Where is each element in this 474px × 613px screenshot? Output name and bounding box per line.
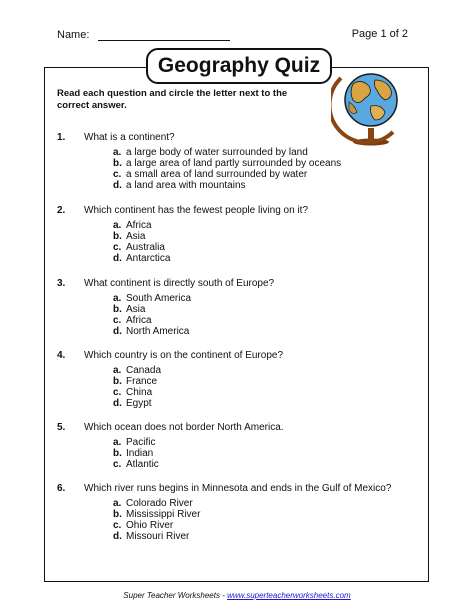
option-item xyxy=(113,498,200,509)
footer-publisher: Super Teacher Worksheets xyxy=(123,591,220,600)
option-letter: d. xyxy=(113,180,122,191)
option-letter: c. xyxy=(113,242,122,253)
footer xyxy=(0,591,474,600)
option-letter: a. xyxy=(113,293,122,304)
question-text: What continent is directly south of Europe? xyxy=(84,278,275,289)
option-letter: c. xyxy=(113,387,122,398)
option-text: Australia xyxy=(126,242,165,253)
option-text: Antarctica xyxy=(126,253,171,264)
option-item xyxy=(113,365,161,376)
option-text: Canada xyxy=(126,365,162,376)
question-text: Which continent has the fewest people living on it? xyxy=(84,205,309,216)
option-text: a small area of land surrounded by water xyxy=(126,169,308,180)
option-item xyxy=(113,448,159,459)
option-letter: b. xyxy=(113,509,122,520)
name-label: Name: xyxy=(57,29,90,41)
option-letter: b. xyxy=(113,448,122,459)
option-letter: a. xyxy=(113,365,122,376)
option-text: Mississippi River xyxy=(126,509,201,520)
option-item xyxy=(113,520,200,531)
option-list xyxy=(113,498,200,542)
option-letter: c. xyxy=(113,459,122,470)
question-number: 5. xyxy=(57,422,66,433)
option-item xyxy=(113,315,191,326)
option-text: a land area with mountains xyxy=(126,180,246,191)
option-text: France xyxy=(126,376,158,387)
option-letter: c. xyxy=(113,169,122,180)
option-item xyxy=(113,242,170,253)
instructions: Read each question and circle the letter next to the correct answer. xyxy=(57,88,288,111)
option-text: Asia xyxy=(126,231,146,242)
option-letter: d. xyxy=(113,253,122,264)
option-letter: c. xyxy=(113,315,122,326)
option-item xyxy=(113,147,341,158)
question-number: 6. xyxy=(57,483,66,494)
footer-separator: - xyxy=(222,591,225,600)
question-text: What is a continent? xyxy=(84,132,175,143)
globe-icon xyxy=(331,62,413,146)
question-number: 3. xyxy=(57,278,66,289)
option-item xyxy=(113,459,159,470)
option-letter: c. xyxy=(113,520,122,531)
option-item xyxy=(113,398,161,409)
option-text: Africa xyxy=(126,315,152,326)
option-text: Asia xyxy=(126,304,146,315)
name-line xyxy=(98,28,230,41)
option-list xyxy=(113,365,161,409)
option-letter: d. xyxy=(113,398,122,409)
option-text: Egypt xyxy=(126,398,152,409)
option-list xyxy=(113,147,341,191)
question-text: Which ocean does not border North America. xyxy=(84,422,284,433)
option-letter: d. xyxy=(113,326,122,337)
option-list xyxy=(113,437,159,470)
option-item xyxy=(113,531,200,542)
option-text: a large body of water surrounded by land xyxy=(126,147,308,158)
question-text: Which river runs begins in Minnesota and ends in the Gulf of Mexico? xyxy=(84,483,392,494)
option-letter: a. xyxy=(113,220,122,231)
page-number: Page 1 of 2 xyxy=(351,28,408,40)
option-item xyxy=(113,509,200,520)
option-item xyxy=(113,437,159,448)
option-item xyxy=(113,387,161,398)
option-text: Indian xyxy=(126,448,154,459)
option-text: Atlantic xyxy=(126,459,159,470)
option-text: a large area of land partly surrounded by oceans xyxy=(126,158,342,169)
question-number: 2. xyxy=(57,205,66,216)
option-item xyxy=(113,231,170,242)
option-letter: b. xyxy=(113,304,122,315)
question-number: 1. xyxy=(57,132,66,143)
option-item xyxy=(113,180,341,191)
option-letter: a. xyxy=(113,437,122,448)
option-item xyxy=(113,326,191,337)
option-text: China xyxy=(126,387,153,398)
option-text: Colorado River xyxy=(126,498,193,509)
option-text: North America xyxy=(126,326,190,337)
option-text: Missouri River xyxy=(126,531,190,542)
question-text: Which country is on the continent of Europe? xyxy=(84,350,284,361)
option-text: Ohio River xyxy=(126,520,174,531)
option-letter: b. xyxy=(113,158,122,169)
option-list xyxy=(113,220,170,264)
option-item xyxy=(113,158,341,169)
option-item xyxy=(113,253,170,264)
footer-link[interactable]: www.superteacherworksheets.com xyxy=(227,591,351,600)
option-item xyxy=(113,376,161,387)
option-item xyxy=(113,304,191,315)
option-item xyxy=(113,293,191,304)
page-title: Geography Quiz xyxy=(146,48,332,84)
option-item xyxy=(113,169,341,180)
option-list xyxy=(113,293,191,337)
option-text: South America xyxy=(126,293,192,304)
option-letter: b. xyxy=(113,376,122,387)
option-letter: a. xyxy=(113,498,122,509)
name-row xyxy=(57,28,230,41)
option-letter: d. xyxy=(113,531,122,542)
option-item xyxy=(113,220,170,231)
option-letter: a. xyxy=(113,147,122,158)
question-number: 4. xyxy=(57,350,66,361)
option-text: Africa xyxy=(126,220,152,231)
option-text: Pacific xyxy=(126,437,156,448)
option-letter: b. xyxy=(113,231,122,242)
